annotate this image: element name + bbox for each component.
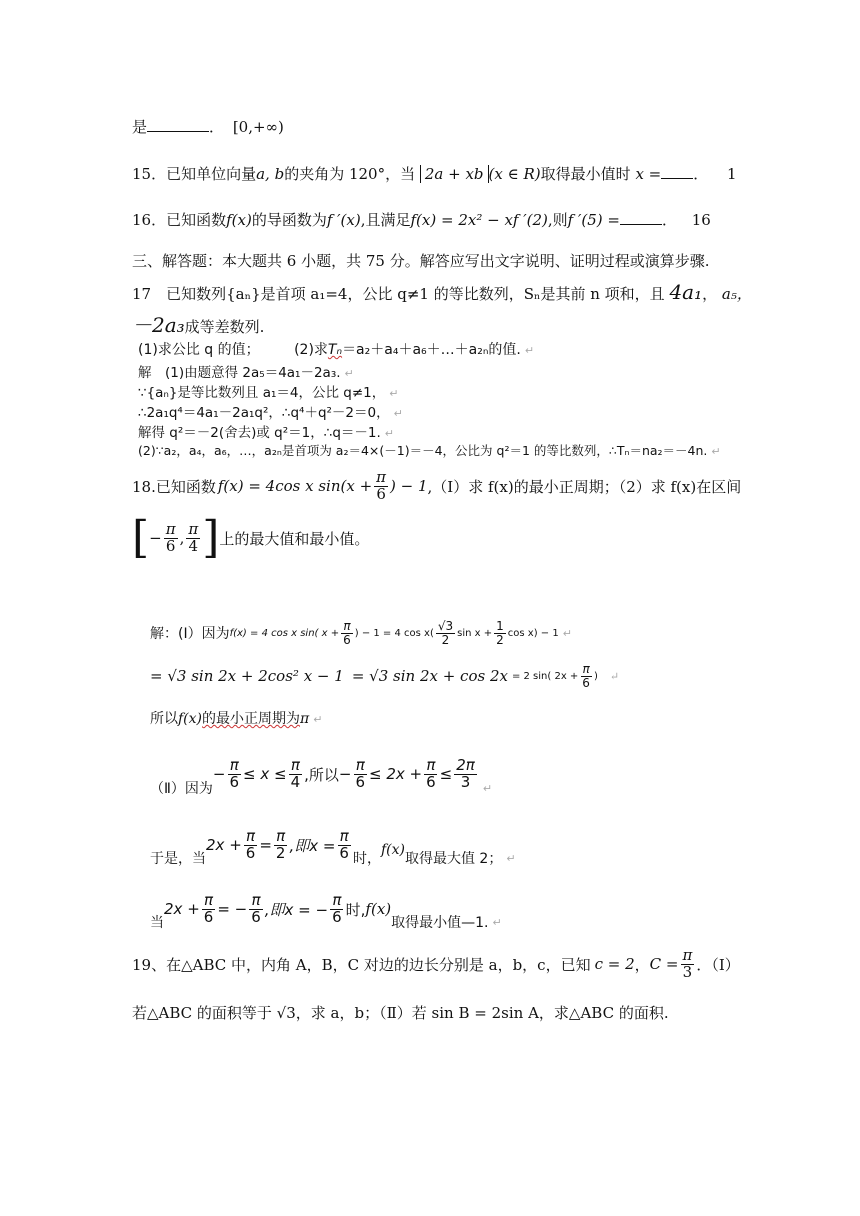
question-15: 15．已知单位向量a, b的夹角为 120°，当 2a + xb (x ∈ R)取得最小值时 x = ． 1 [132, 165, 737, 183]
question-17-line1: 17 已知数列{aₙ}是首项 a₁=4，公比 q≠1 的等比数列，Sₙ是其前 n 项和，且 4a₁， a₅， [132, 280, 752, 304]
answer-blank [620, 210, 662, 225]
q17-solution-5: (2)∵a₂，a₄，a₆，…，a₂ₙ是首项为 a₂＝4×(－1)＝－4，公比为 q²＝1 的等比数列，∴Tₙ＝na₂＝－4n. ↵ [138, 443, 721, 458]
q15-answer: 1 [727, 165, 737, 183]
q14-answer: [0,+∞) [232, 118, 284, 136]
question-17-parts: (1)求公比 q 的值； (2)求Tₙ＝a₂＋a₄＋a₆＋…＋a₂ₙ的值. ↵ [138, 342, 535, 358]
section-heading: 三、解答题：本大题共 6 小题，共 75 分。解答应写出文字说明、证明过程或演算步骤. [132, 252, 710, 270]
question-19-line1: 19、在△ABC 中，内角 A，B，C 对边的边长分别是 a，b，c，已知 c = 2 ， C = $\frac{\pi}{3}$ ．（Ⅰ） [132, 946, 740, 981]
q14-answer-line: 是 ． [0,+∞) [132, 118, 284, 136]
q18-solution-line1: 解：(Ⅰ）因为 f(x) = 4 cos x sin( x + $\frac{\pi}{6}$ ) − 1 = 4 cos x( $\frac{√3}{2}$ sin x + $\frac{1}{2}$ cos x) − 1 ↵ [150, 619, 572, 647]
q17-solution-2: ∵{aₙ}是等比数列且 a₁＝4，公比 q≠1， ↵ [138, 385, 399, 401]
q18-solution-line2: = √3 sin 2x + 2cos² x − 1 = √3 sin 2x + cos 2x = 2 sin( 2x + $\frac{\pi}{6}$ ) ↵ [150, 662, 620, 690]
answer-blank [147, 117, 209, 132]
q17-solution-1: 解 (1)由题意得 2a₅＝4a₁－2a₃. ↵ [138, 365, 354, 381]
question-18-line1: 18.已知函数 f(x) = 4cos x sin(x + $\frac{\pi}{6}$ ) − 1 ,（Ⅰ）求 f(x)的最小正周期；（2）求 f(x)在区间 [132, 468, 742, 503]
answer-blank [661, 164, 693, 179]
q16-answer: 16 [691, 211, 711, 229]
question-16: 16．已知函数f(x)的导函数为f ′(x),且满足f(x) = 2x² − xf ′(2),则f ′(5) = ． 16 [132, 211, 711, 229]
question-18-line2: [ − $\frac{\pi}{6}$ , $\frac{\pi}{4}$ ] 上的最大值和最小值。 [132, 512, 370, 563]
q18-min-line: 当 2x + $\frac{\pi}{6}$ = − $\frac{\pi}{6}$ ,即x = − $\frac{\pi}{6}$ 时, f(x) 取得最小值—1. ↵ [150, 890, 502, 931]
question-17-line2: －2a₃成等差数列. [132, 313, 265, 337]
vectors: a, b [256, 165, 285, 183]
fraction-pi-6: $\frac{\pi}{6}$ [376, 468, 387, 503]
q17-solution-3: ∴2a₁q⁴＝4a₁－2a₁q²，∴q⁴＋q²－2＝0， ↵ [138, 405, 403, 421]
q18-max-line: 于是，当 2x + $\frac{\pi}{6}$ = $\frac{\pi}{2}$ ,即x = $\frac{\pi}{6}$ 时， f(x) 取得最大值 2； ↵ [150, 826, 516, 867]
q14-prefix: 是 [132, 118, 148, 136]
question-19-line2: 若△ABC 的面积等于 √3，求 a，b；（Ⅱ）若 sin B = 2sin A，求△ABC 的面积. [132, 1004, 669, 1022]
q18-period-line: 所以f(x)的最小正周期为π ↵ [150, 711, 323, 727]
q18-part2-line: （Ⅱ）因为 − $\frac{\pi}{6}$ ≤ x ≤ $\frac{\pi}{4}$ ,所以 − $\frac{\pi}{6}$ ≤ 2x + $\frac{\pi}{6}$ ≤ $\frac{2\pi}{3}$ ↵ [150, 755, 493, 797]
q17-solution-4: 解得 q²＝－2(舍去)或 q²＝1，∴q＝－1. ↵ [138, 425, 395, 441]
abs-expression: 2a + xb [420, 165, 489, 183]
